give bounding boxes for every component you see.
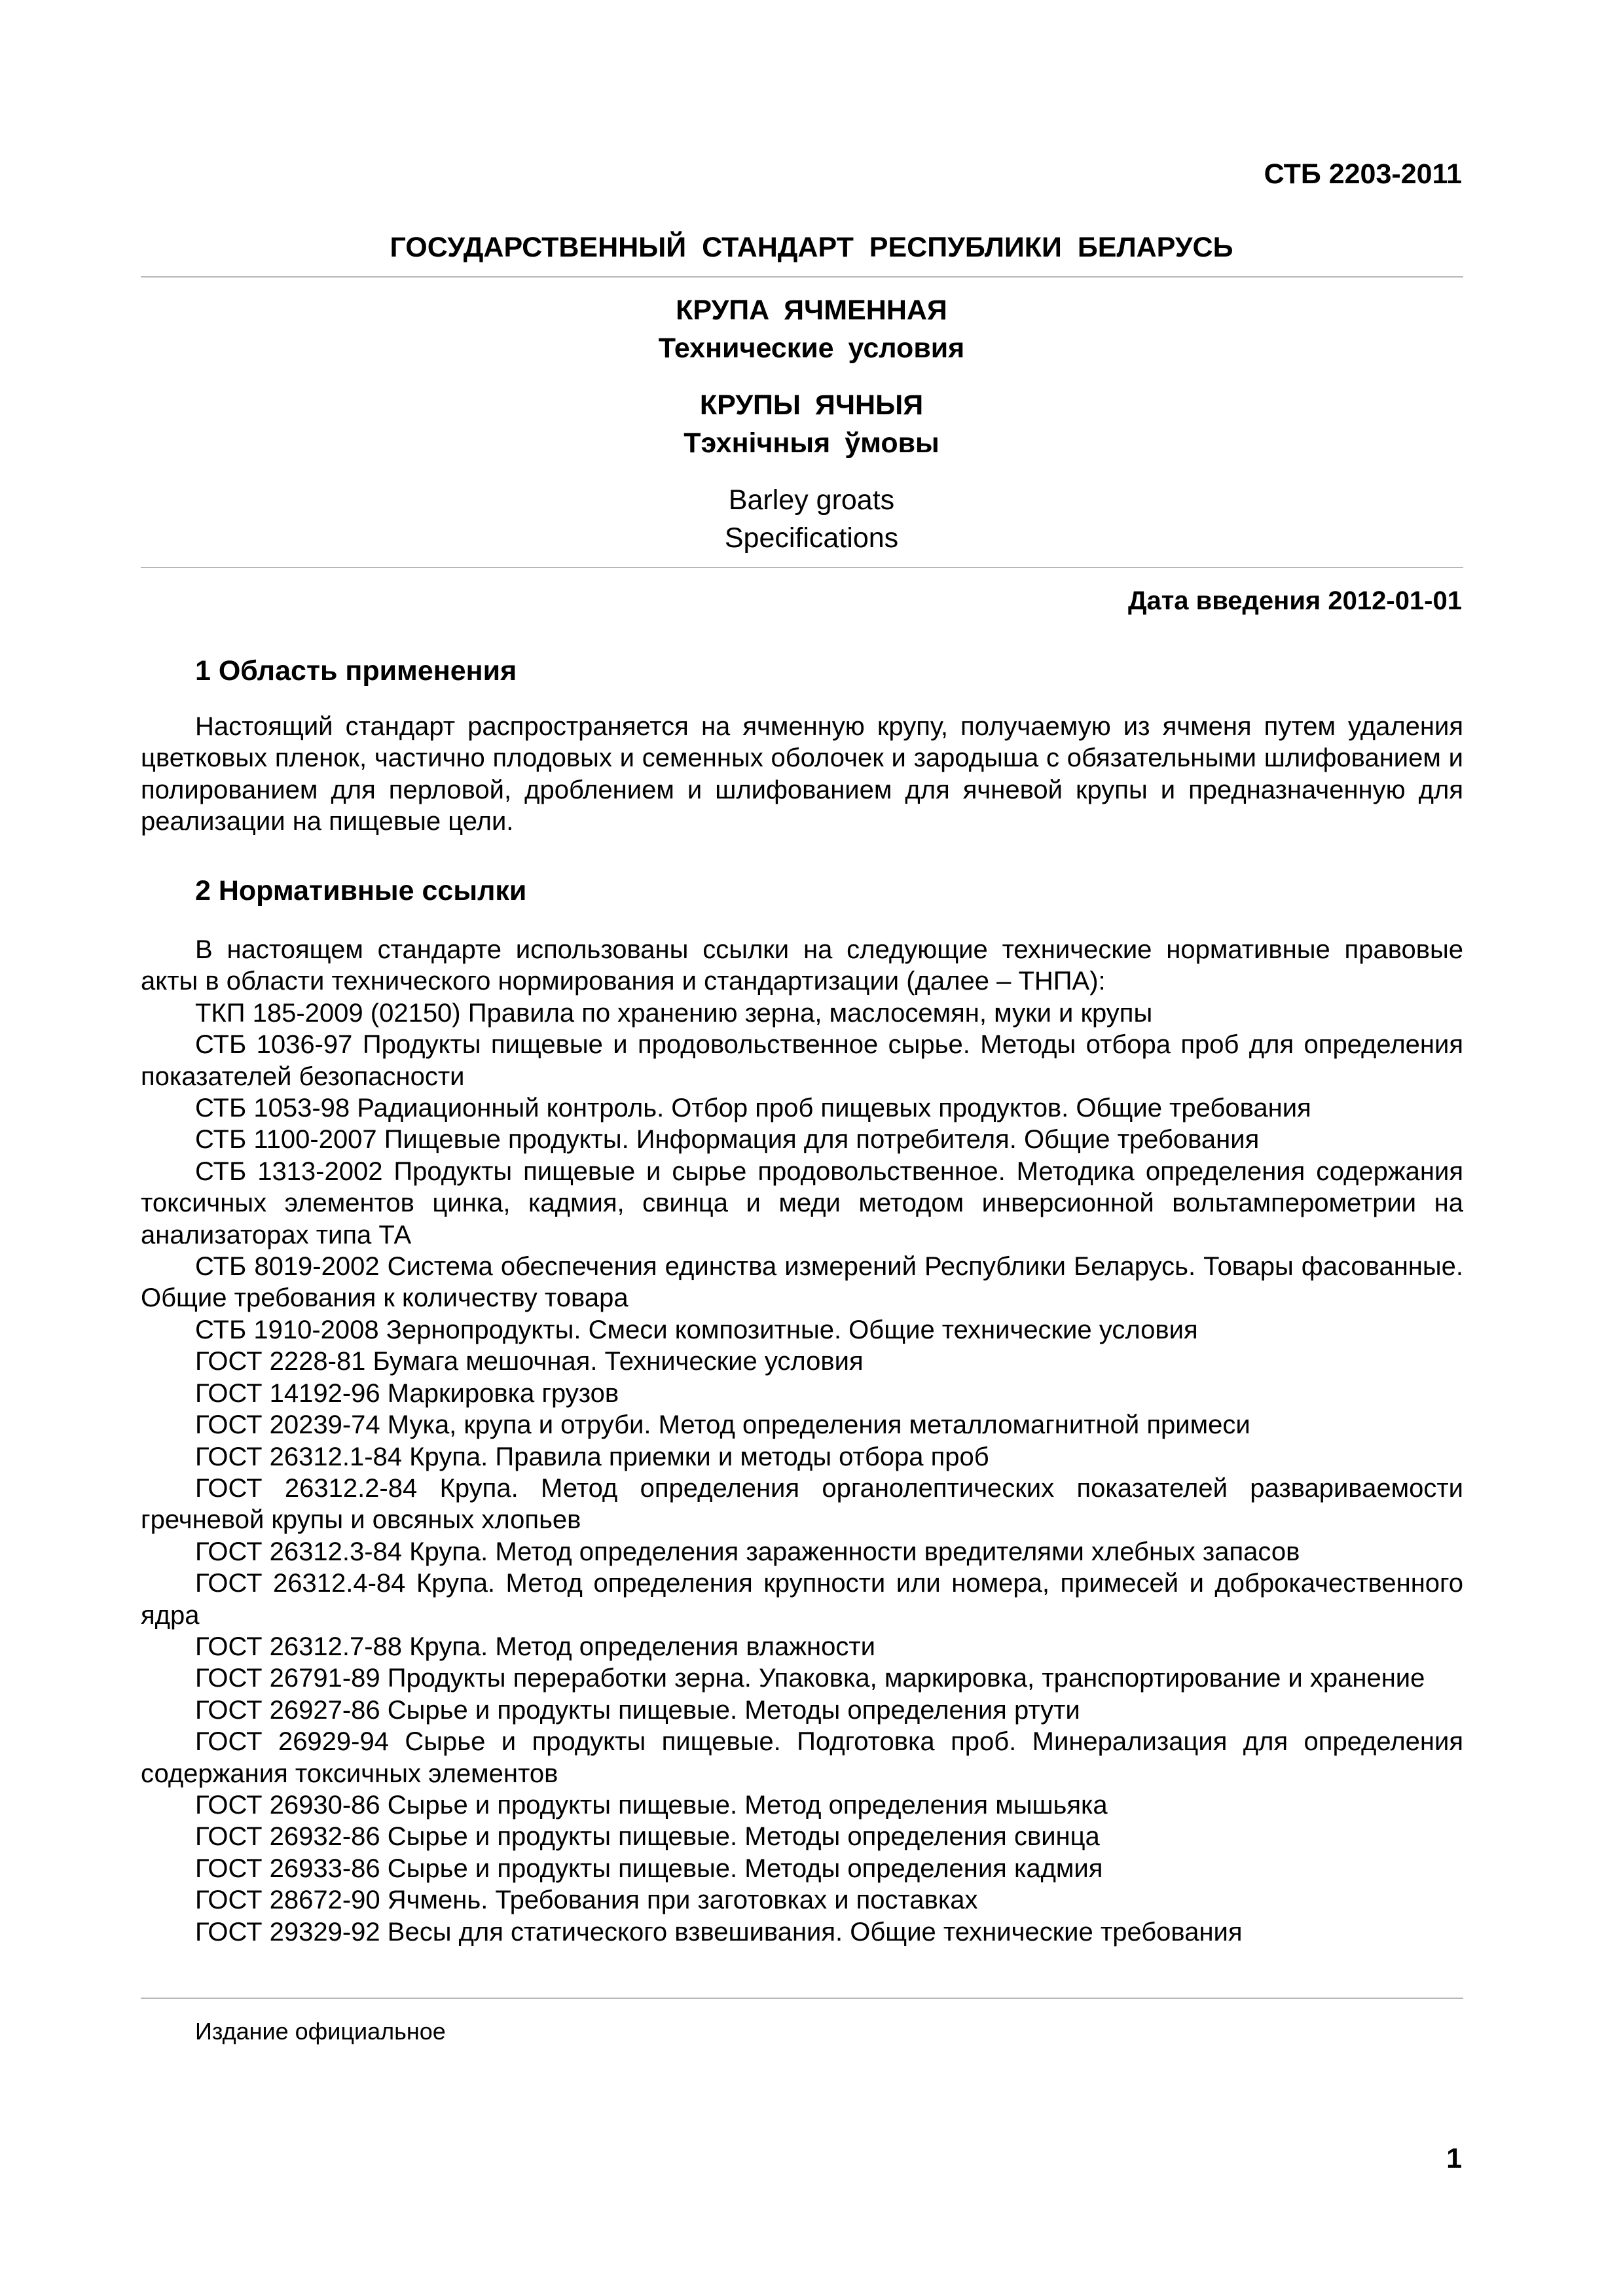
section-1-text: Настоящий стандарт распространяется на ячменную крупу, получаемую из ячменя путем удаления цветковых пленок, частично плодовых и семенных оболочек и зародыша с обязательными шлифованием и полированием для перловой, дроблением и шлифованием для ячневой крупы и предназначенную для реализации на пищевые цели. (141, 712, 1463, 836)
references-list (141, 934, 1463, 1948)
introduction-date: Дата введения 2012-01-01 (1127, 586, 1462, 615)
reference-item: СТБ 1036-97 Продукты пищевые и продовольственное сырье. Методы отбора проб для определения показателей безопасности (141, 1030, 1463, 1091)
title-russian-subtitle: Технические условия (658, 332, 965, 364)
edition-note: Издание официальное (195, 2018, 446, 2045)
title-english (0, 481, 1623, 557)
standard-number: СТБ 2203-2011 (1264, 158, 1462, 190)
reference-item: ГОСТ 26930-86 Сырье и продукты пищевые. Метод определения мышьяка (195, 1790, 1108, 1820)
title-belarusian (0, 386, 1623, 462)
reference-item: ТКП 185-2009 (02150) Правила по хранению зерна, маслосемян, муки и крупы (195, 998, 1153, 1028)
divider-title (141, 567, 1463, 568)
reference-item: СТБ 1910-2008 Зернопродукты. Смеси композитные. Общие технические условия (195, 1315, 1198, 1344)
title-russian (0, 291, 1623, 367)
page-title: ГОСУДАРСТВЕННЫЙ СТАНДАРТ РЕСПУБЛИКИ БЕЛАРУСЬ (390, 232, 1233, 263)
title-english-name: Barley groats (728, 484, 895, 516)
title-belarusian-name: КРУПЫ ЯЧНЫЯ (699, 389, 924, 421)
references-intro: В настоящем стандарте использованы ссылки на следующие технические нормативные правовые акты в области технического нормирования и стандартизации (далее – ТНПА): (141, 935, 1463, 996)
reference-item: ГОСТ 26933-86 Сырье и продукты пищевые. Методы определения кадмия (195, 1854, 1103, 1883)
reference-item: ГОСТ 26312.3-84 Крупа. Метод определения зараженности вредителями хлебных запасов (195, 1537, 1300, 1566)
title-belarusian-subtitle: Тэхнічныя ўмовы (684, 427, 939, 459)
reference-item: СТБ 1100-2007 Пищевые продукты. Информация для потребителя. Общие требования (195, 1125, 1260, 1155)
reference-item: СТБ 1313-2002 Продукты пищевые и сырье продовольственное. Методика определения содержания токсичных элементов цинка, кадмия, свинца и меди методом инверсионной вольтамперометрии на анализаторах типа ТА (141, 1157, 1463, 1249)
section-2-heading: 2 Нормативные ссылки (195, 875, 527, 906)
divider-top (141, 276, 1463, 278)
reference-item: СТБ 1053-98 Радиационный контроль. Отбор проб пищевых продуктов. Общие требования (195, 1094, 1311, 1123)
reference-item: ГОСТ 20239-74 Мука, крупа и отруби. Метод определения металломагнитной примеси (195, 1410, 1250, 1440)
divider-footer (141, 1998, 1463, 1999)
reference-item: ГОСТ 26312.1-84 Крупа. Правила приемки и методы отбора проб (195, 1442, 989, 1471)
section-1-heading: 1 Область применения (195, 655, 517, 687)
reference-item: ГОСТ 26932-86 Сырье и продукты пищевые. Методы определения свинца (195, 1822, 1100, 1852)
title-english-subtitle: Specifications (724, 522, 899, 554)
reference-item: ГОСТ 26312.2-84 Крупа. Метод определения органолептических показателей развариваемости гречневой крупы и овсяных хлопьев (141, 1473, 1463, 1535)
reference-item: ГОСТ 26312.7-88 Крупа. Метод определения влажности (195, 1632, 876, 1661)
reference-item: ГОСТ 28672-90 Ячмень. Требования при заготовках и поставках (195, 1886, 978, 1915)
reference-item: ГОСТ 2228-81 Бумага мешочная. Технические условия (195, 1347, 864, 1376)
reference-item: ГОСТ 14192-96 Маркировка грузов (195, 1378, 619, 1408)
reference-item: ГОСТ 26927-86 Сырье и продукты пищевые. Методы определения ртути (195, 1695, 1080, 1725)
reference-item: ГОСТ 26791-89 Продукты переработки зерна. Упаковка, маркировка, транспортирование и хранение (195, 1664, 1425, 1693)
page-number: 1 (1446, 2143, 1462, 2174)
reference-item: ГОСТ 26929-94 Сырье и продукты пищевые. Подготовка проб. Минерализация для определения содержания токсичных элементов (141, 1727, 1463, 1788)
title-russian-name: КРУПА ЯЧМЕННАЯ (676, 295, 947, 326)
reference-item: СТБ 8019-2002 Система обеспечения единства измерений Республики Беларусь. Товары фасованные. Общие требования к количеству товара (141, 1252, 1463, 1313)
reference-item: ГОСТ 26312.4-84 Крупа. Метод определения крупности или номера, примесей и доброкачественного ядра (141, 1569, 1463, 1630)
reference-item: ГОСТ 29329-92 Весы для статического взвешивания. Общие технические требования (195, 1917, 1243, 1946)
